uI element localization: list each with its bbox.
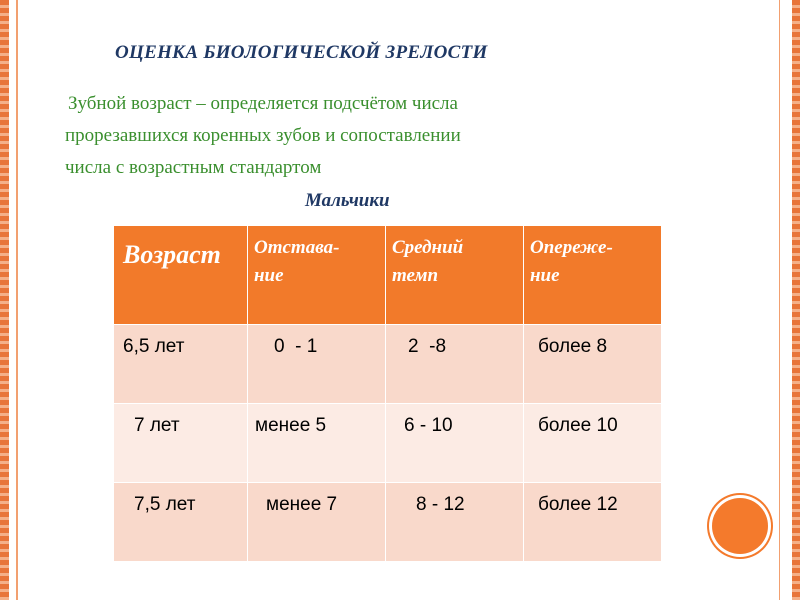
- header-average: [386, 226, 524, 325]
- cell-text: 6 - 10: [404, 415, 453, 436]
- table-cell: [386, 404, 524, 483]
- cell-text: 0 - 1: [274, 336, 318, 357]
- description-line: числа с возрастным стандартом: [65, 157, 322, 178]
- dental-age-table: [113, 225, 662, 562]
- table-row: [114, 404, 662, 483]
- right-decorative-line: [779, 0, 780, 600]
- table-cell: [386, 325, 524, 404]
- left-decorative-border: [0, 0, 9, 600]
- cell-text: более 8: [538, 336, 608, 357]
- table-cell: [114, 404, 248, 483]
- table-cell: [114, 483, 248, 562]
- cell-text: 7,5 лет: [134, 494, 196, 515]
- header-advance: [524, 226, 662, 325]
- table-cell: [114, 325, 248, 404]
- slide-title: ОЦЕНКА БИОЛОГИЧЕСКОЙ ЗРЕЛОСТИ: [115, 42, 488, 63]
- cell-text: менее 7: [266, 494, 338, 515]
- cell-text: 6,5 лет: [123, 336, 185, 357]
- table-subtitle: Мальчики: [305, 190, 390, 211]
- left-decorative-line: [16, 0, 18, 600]
- right-decorative-border: [792, 0, 800, 600]
- header-lag: [248, 226, 386, 325]
- description-text: [65, 88, 668, 184]
- header-label: Возраст: [123, 240, 221, 269]
- header-label: Опереже- ние: [530, 237, 613, 286]
- cell-text: 2 -8: [408, 336, 447, 357]
- description-line: прорезавшихся коренных зубов и сопоставлении: [65, 125, 461, 146]
- cell-text: 8 - 12: [416, 494, 465, 515]
- cell-text: 7 лет: [134, 415, 180, 436]
- table-cell: [248, 404, 386, 483]
- table-row: [114, 325, 662, 404]
- description-line: Зубной возраст – определяется подсчётом числа: [68, 93, 458, 114]
- table-header-row: [114, 226, 662, 325]
- table-row: [114, 483, 662, 562]
- cell-text: более 10: [538, 415, 618, 436]
- table-cell: [248, 325, 386, 404]
- cell-text: менее 5: [255, 415, 327, 436]
- header-label: Средний темп: [392, 237, 464, 286]
- table-cell: [524, 483, 662, 562]
- header-age: [114, 226, 248, 325]
- table-cell: [248, 483, 386, 562]
- decorative-circle: [712, 498, 768, 554]
- table-cell: [524, 325, 662, 404]
- table-cell: [524, 404, 662, 483]
- header-label: Отстава- ние: [254, 237, 340, 286]
- cell-text: более 12: [538, 494, 618, 515]
- table-cell: [386, 483, 524, 562]
